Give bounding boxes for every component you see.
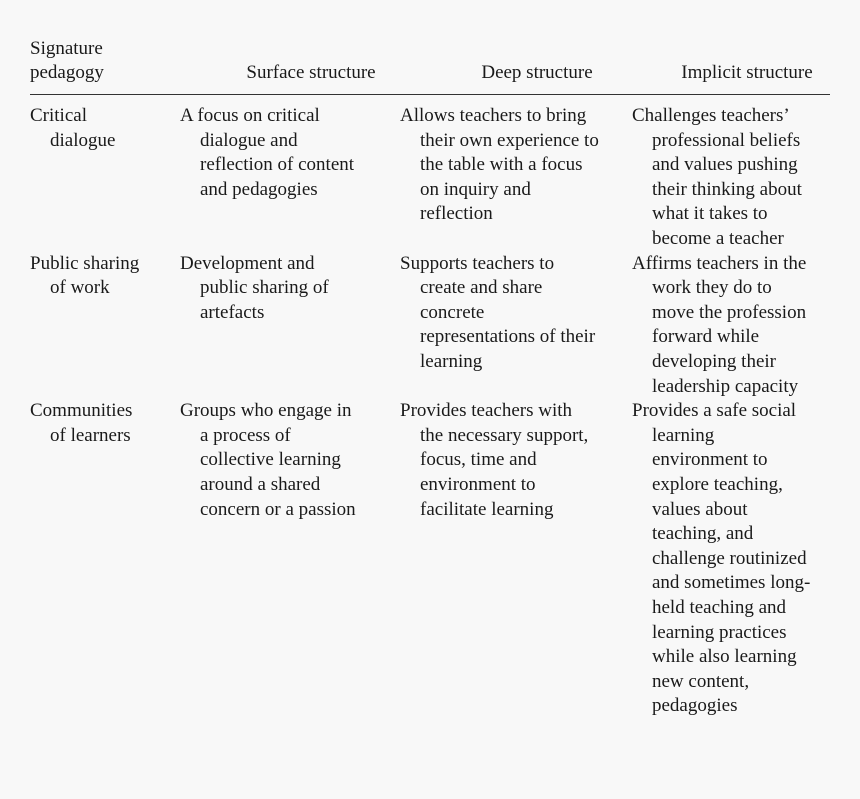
cell-line: Development and — [180, 252, 315, 274]
cell-line: values about — [652, 498, 748, 520]
table-row — [30, 399, 836, 719]
cell-line: move the profession — [652, 301, 807, 323]
cell-line: of learners — [50, 424, 131, 446]
cell-line: reflection of content — [200, 154, 355, 176]
header-surface-structure: Surface structure — [246, 62, 376, 84]
cell-implicit-structure — [632, 104, 802, 252]
cell-surface-structure — [180, 252, 329, 326]
cell-line: artefacts — [200, 301, 265, 323]
cell-implicit-structure — [632, 399, 810, 719]
cell-line: Provides teachers with — [400, 400, 573, 422]
cell-line: Public sharing — [30, 252, 140, 274]
header-signature-line-2: pedagogy — [30, 62, 104, 84]
cell-line: Supports teachers to — [400, 252, 555, 274]
cell-line: Groups who engage in — [180, 400, 352, 422]
cell-line: the table with a focus — [420, 154, 583, 176]
cell-line: challenge routinized — [652, 547, 807, 569]
table-header-row — [30, 36, 836, 92]
cell-line: Allows teachers to bring — [400, 105, 587, 126]
cell-line: the necessary support, — [420, 424, 589, 446]
cell-line: learning — [652, 424, 715, 446]
header-signature-line-1: Signature — [30, 37, 103, 59]
cell-line: leadership capacity — [652, 375, 799, 397]
cell-line: of work — [50, 277, 110, 299]
cell-line: concern or a passion — [200, 498, 356, 520]
header-implicit-structure: Implicit structure — [681, 62, 813, 84]
cell-line: explore teaching, — [652, 473, 783, 495]
cell-line: forward while — [652, 326, 760, 348]
cell-line: work they do to — [652, 277, 772, 299]
cell-line: dialogue and — [200, 129, 298, 151]
cell-line: and values pushing — [652, 154, 798, 176]
cell-line: developing their — [652, 350, 776, 372]
cell-signature-pedagogy — [30, 104, 115, 153]
cell-line: professional beliefs — [652, 129, 801, 151]
cell-line: their own experience to — [420, 129, 599, 151]
header-signature-pedagogy — [30, 37, 104, 86]
cell-line: create and share — [420, 277, 543, 299]
cell-line: Provides a safe social — [632, 400, 797, 422]
cell-line: their thinking about — [652, 178, 802, 200]
cell-deep-structure — [400, 104, 599, 227]
cell-line: on inquiry and — [420, 178, 531, 200]
cell-line: environment to — [420, 473, 536, 495]
cell-line: new content, — [652, 670, 750, 692]
cell-line: and sometimes long- — [652, 572, 811, 594]
cell-line: learning practices — [652, 621, 787, 643]
cell-line: become a teacher — [652, 227, 784, 249]
cell-line: Communities — [30, 400, 133, 422]
cell-signature-pedagogy — [30, 399, 132, 448]
cell-deep-structure — [400, 399, 588, 522]
cell-line: facilitate learning — [420, 498, 554, 520]
table-body — [30, 104, 836, 719]
cell-signature-pedagogy — [30, 252, 139, 301]
cell-deep-structure — [400, 252, 595, 375]
cell-line: pedagogies — [652, 695, 738, 717]
cell-line: focus, time and — [420, 449, 537, 471]
header-deep-structure: Deep structure — [481, 62, 593, 84]
cell-line: and pedagogies — [200, 178, 318, 200]
cell-line: A focus on critical — [180, 105, 320, 126]
cell-line: public sharing of — [200, 277, 329, 299]
cell-line: learning — [420, 350, 483, 372]
cell-surface-structure — [180, 104, 354, 202]
cell-line: while also learning — [652, 646, 797, 668]
cell-line: reflection — [420, 203, 493, 225]
cell-line: what it takes to — [652, 203, 768, 225]
cell-line: dialogue — [50, 129, 116, 151]
cell-surface-structure — [180, 399, 356, 522]
cell-line: Affirms teachers in the — [632, 252, 807, 274]
cell-line: environment to — [652, 449, 768, 471]
cell-line: teaching, and — [652, 523, 754, 545]
table-row — [30, 104, 836, 252]
cell-line: around a shared — [200, 473, 321, 495]
cell-line: Critical — [30, 105, 87, 126]
cell-implicit-structure — [632, 252, 806, 400]
table-row — [30, 252, 836, 400]
cell-line: collective learning — [200, 449, 341, 471]
cell-line: Challenges teachers’ — [632, 105, 790, 126]
cell-line: concrete — [420, 301, 485, 323]
cell-line: representations of their — [420, 326, 596, 348]
pedagogy-table — [30, 36, 836, 719]
cell-line: a process of — [200, 424, 291, 446]
cell-line: held teaching and — [652, 596, 787, 618]
